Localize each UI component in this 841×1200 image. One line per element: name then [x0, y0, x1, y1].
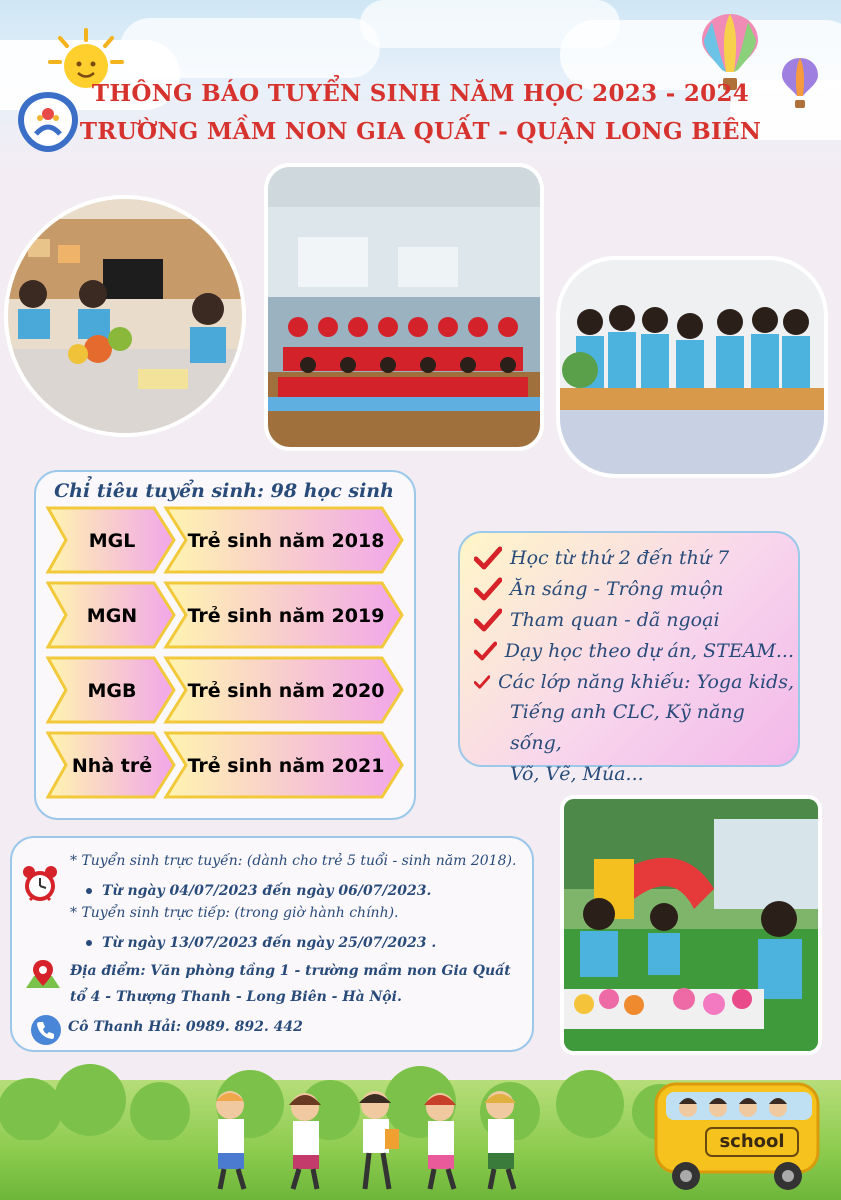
online-dates-item — [86, 880, 431, 899]
quota-heading: Chỉ tiêu tuyển sinh: 98 học sinh — [54, 480, 394, 502]
phone-icon — [30, 1014, 62, 1046]
feature-item — [474, 666, 794, 697]
school-bus-illustration — [652, 1078, 822, 1194]
feature-continuation-1: Tiếng anh CLC, Kỹ năng sống, — [510, 701, 745, 754]
children-walking-illustration — [200, 1085, 530, 1195]
photo-class-hall — [264, 163, 544, 451]
checkmark-icon — [474, 577, 502, 601]
birth-year-label: Trẻ sinh năm 2020 — [187, 680, 385, 702]
photo-kids-food-table — [556, 256, 828, 478]
online-dates: Từ ngày 04/07/2023 đến ngày 06/07/2023. — [102, 883, 432, 899]
quota-row — [48, 658, 402, 722]
feature-text: Học từ thứ 2 đến thứ 7 — [510, 546, 730, 569]
feature-continuation-2: Võ, Vẽ, Múa... — [510, 763, 644, 785]
location-line-2: tổ 4 - Thượng Thanh - Long Biên - Hà Nội. — [70, 989, 402, 1005]
feature-item — [474, 635, 794, 666]
class-label: MGN — [86, 605, 138, 627]
direct-dates: Từ ngày 13/07/2023 đến ngày 25/07/2023 . — [102, 935, 437, 951]
quota-chevrons — [46, 506, 408, 806]
checkmark-icon — [474, 670, 490, 694]
feature-text: Ăn sáng - Trông muộn — [510, 577, 724, 600]
alarm-clock-icon — [22, 864, 58, 904]
feature-text: Dạy học theo dự án, STEAM... — [504, 639, 794, 662]
class-label: MGB — [87, 680, 137, 702]
feature-text: Tham quan - dã ngoại — [510, 608, 720, 631]
location-line-1: Địa điểm: Văn phòng tầng 1 - trường mầm non Gia Quất — [70, 963, 511, 979]
feature-item — [474, 604, 794, 635]
quota-row — [48, 733, 402, 797]
birth-year-label: Trẻ sinh năm 2021 — [187, 755, 385, 777]
bullet-icon — [86, 888, 92, 894]
checkmark-icon — [474, 608, 502, 632]
photo-classroom-activity — [4, 195, 246, 437]
direct-dates-item — [86, 932, 436, 951]
feature-item — [474, 573, 794, 604]
photo-playground-flowers — [560, 795, 822, 1055]
feature-text: Các lớp năng khiếu: Yoga kids, — [498, 670, 794, 693]
cloud — [120, 18, 380, 78]
direct-admission: * Tuyển sinh trực tiếp: (trong giờ hành chính). — [70, 905, 399, 921]
contact-phone: Cô Thanh Hải: 0989. 892. 442 — [68, 1019, 303, 1035]
bullet-icon — [86, 940, 92, 946]
checkmark-icon — [474, 546, 502, 570]
birth-year-label: Trẻ sinh năm 2018 — [187, 530, 385, 552]
title-line-1: THÔNG BÁO TUYỂN SINH NĂM HỌC 2023 - 2024 — [91, 80, 750, 107]
class-label: Nhà trẻ — [71, 755, 153, 777]
quota-row — [48, 583, 402, 647]
checkmark-icon — [474, 639, 497, 663]
class-label: MGL — [88, 530, 136, 552]
feature-item — [474, 542, 794, 573]
bus-school-sign: school — [719, 1131, 785, 1152]
title-line-2: TRƯỜNG MẦM NON GIA QUẤT - QUẬN LONG BIÊN — [79, 118, 762, 145]
birth-year-label: Trẻ sinh năm 2019 — [187, 605, 385, 627]
location-pin-icon — [24, 958, 62, 996]
quota-row — [48, 508, 402, 572]
online-admission: * Tuyển sinh trực tuyến: (dành cho trẻ 5 tuổi - sinh năm 2018). — [70, 853, 517, 869]
features-list — [474, 542, 794, 790]
